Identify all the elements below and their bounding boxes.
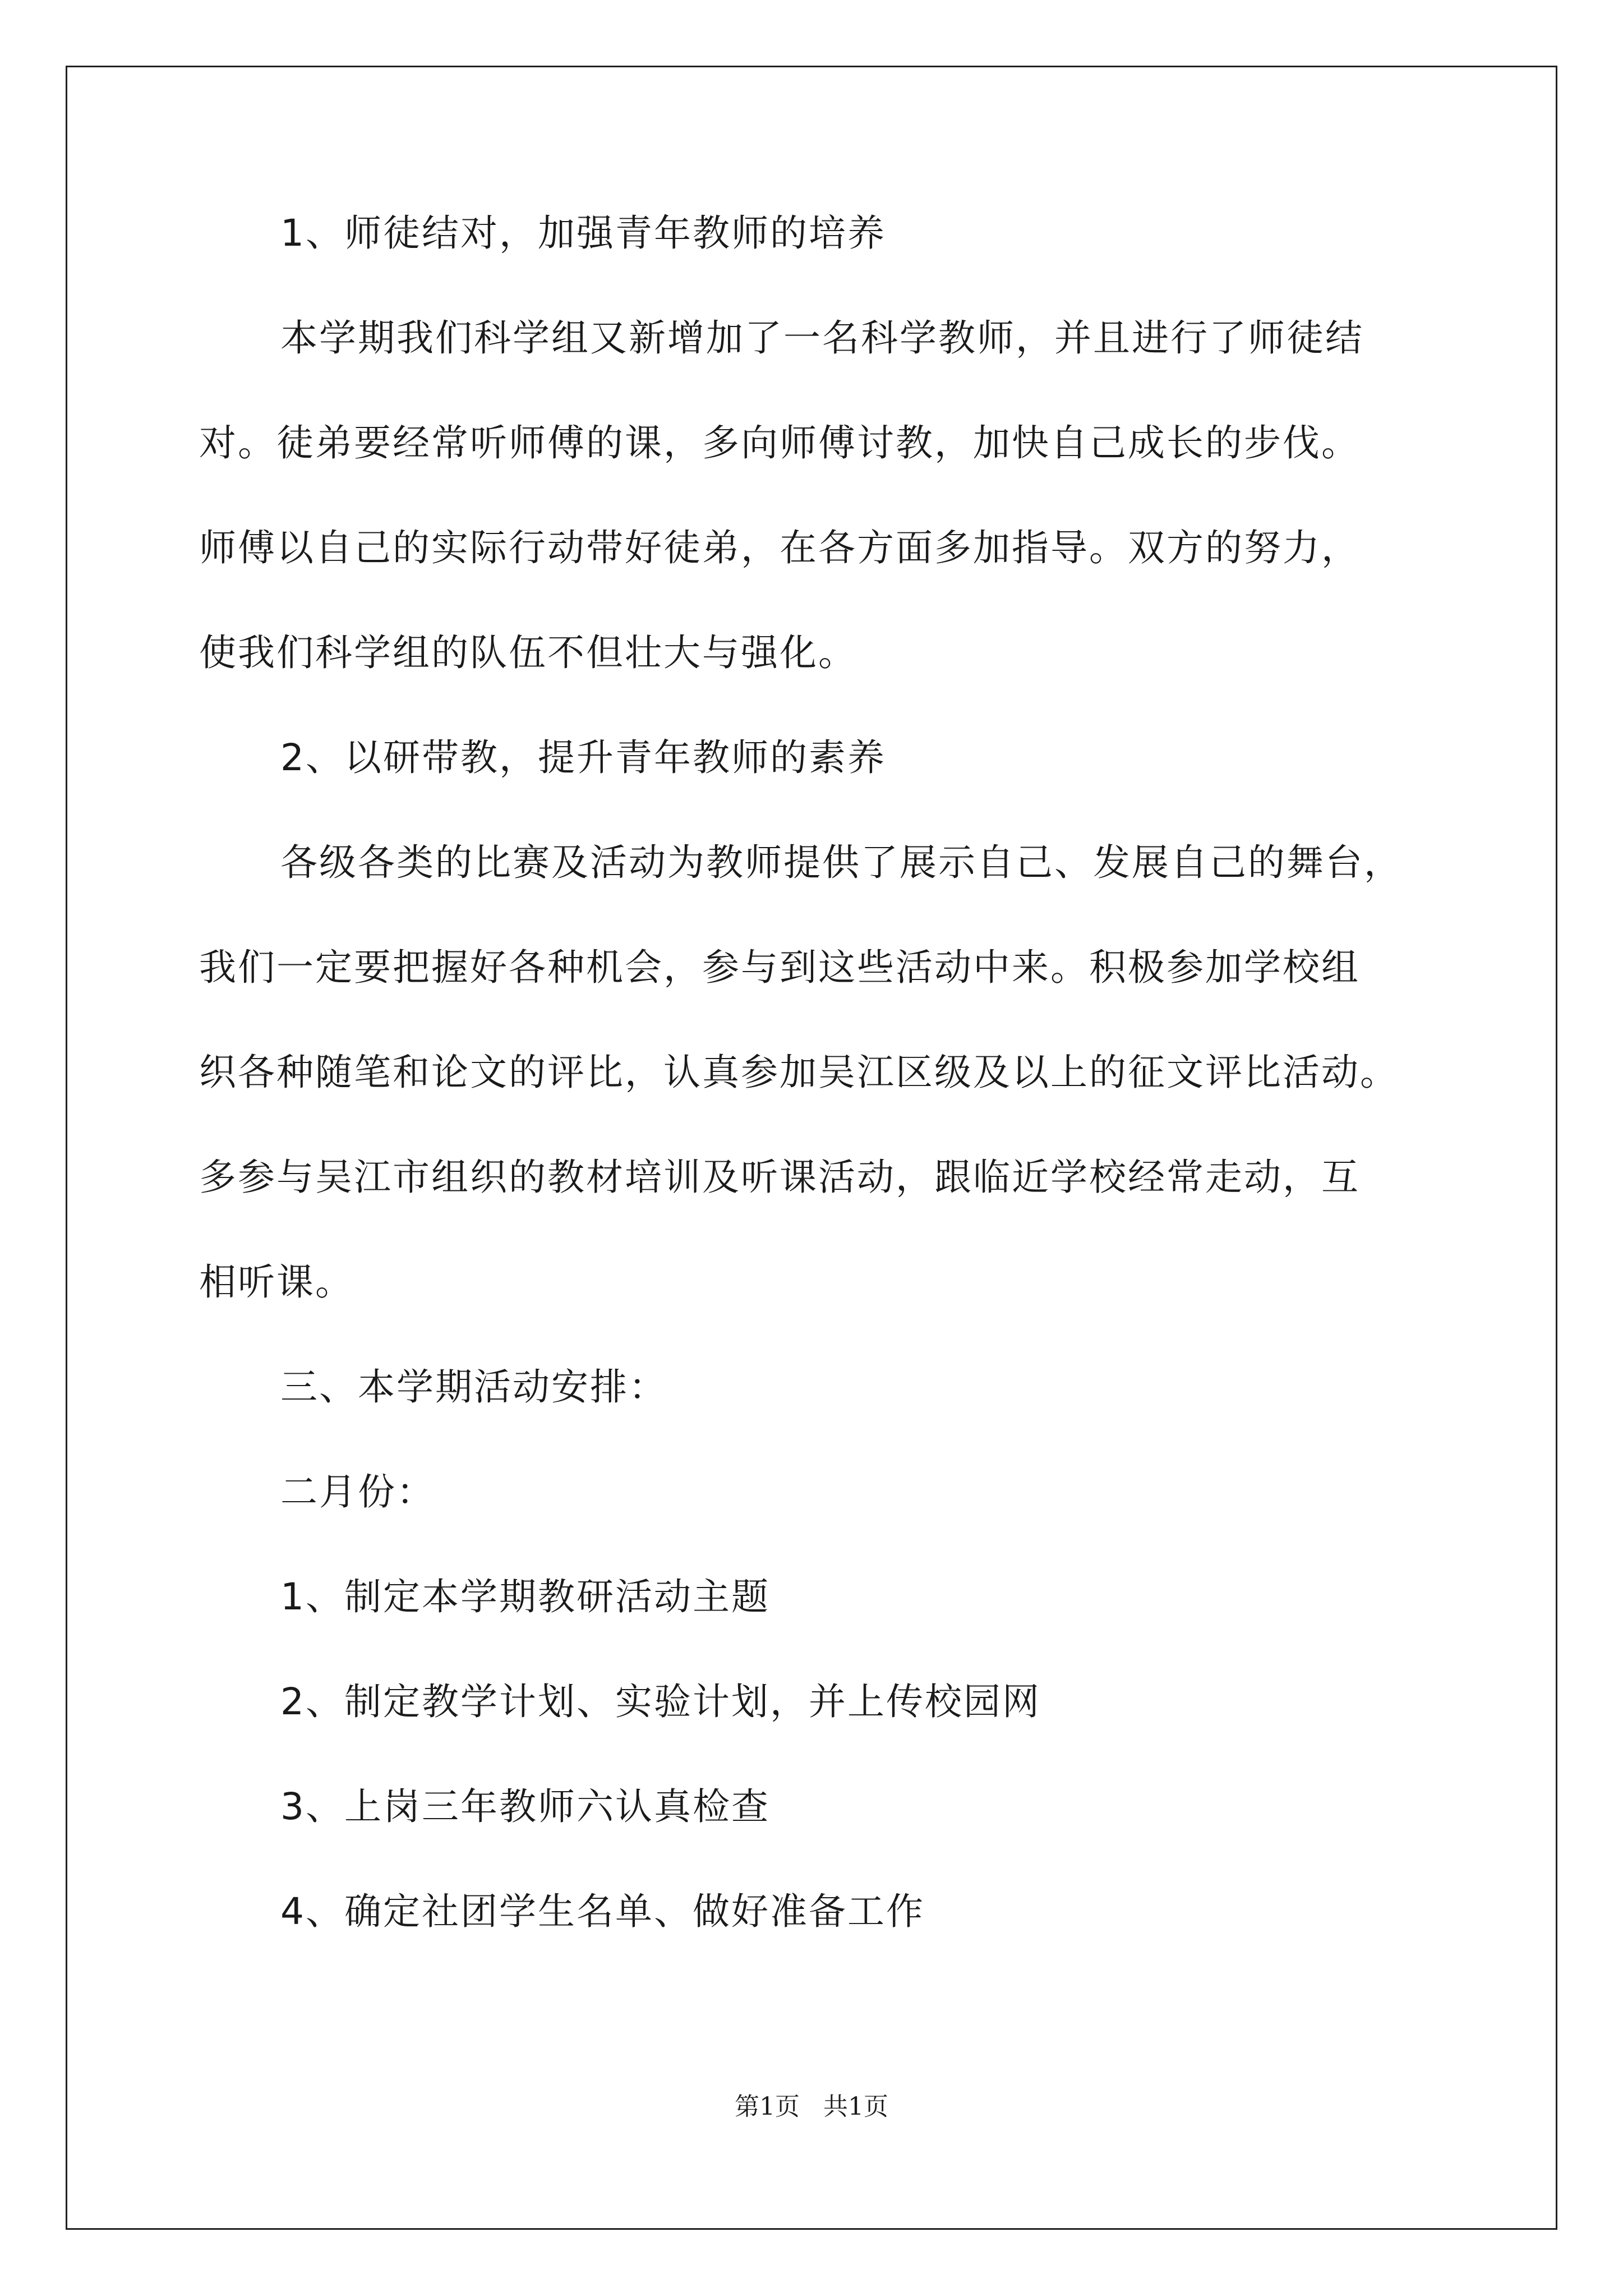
paragraph-line: 我们一定要把握好各种机会，参与到这些活动中来。积极参加学校组 [199, 946, 1360, 989]
paragraph-line: 师傅以自己的实际行动带好徒弟，在各方面多加指导。双方的努力， [199, 526, 1360, 569]
paragraph-line: 多参与吴江市组织的教材培训及听课活动，跟临近学校经常走动，互 [199, 1156, 1360, 1199]
month-heading-february: 二月份： [280, 1470, 435, 1513]
list-item: 4、确定社团学生名单、做好准备工作 [280, 1890, 925, 1933]
paragraph-line: 各级各类的比赛及活动为教师提供了展示自己、发展自己的舞台， [280, 841, 1403, 884]
paragraph-line: 使我们科学组的队伍不但壮大与强化。 [199, 631, 857, 674]
paragraph-line: 本学期我们科学组又新增加了一名科学教师，并且进行了师徒结 [280, 316, 1364, 360]
paragraph-line: 对。徒弟要经常听师傅的课，多向师傅讨教，加快自己成长的步伐。 [199, 421, 1360, 464]
section-heading-schedule: 三、本学期活动安排： [280, 1365, 667, 1409]
list-item: 3、上岗三年教师六认真检查 [280, 1785, 770, 1828]
section-heading-research: 2、以研带教，提升青年教师的素养 [280, 736, 886, 779]
page-footer: 第1页 共1页 [735, 2092, 888, 2121]
list-item: 2、制定教学计划、实验计划，并上传校园网 [280, 1680, 1041, 1723]
paragraph-line: 织各种随笔和论文的评比，认真参加吴江区级及以上的征文评比活动。 [199, 1051, 1399, 1094]
section-heading-mentoring: 1、师徒结对，加强青年教师的培养 [280, 211, 886, 255]
list-item: 1、制定本学期教研活动主题 [280, 1575, 770, 1618]
paragraph-line: 相听课。 [199, 1260, 354, 1304]
